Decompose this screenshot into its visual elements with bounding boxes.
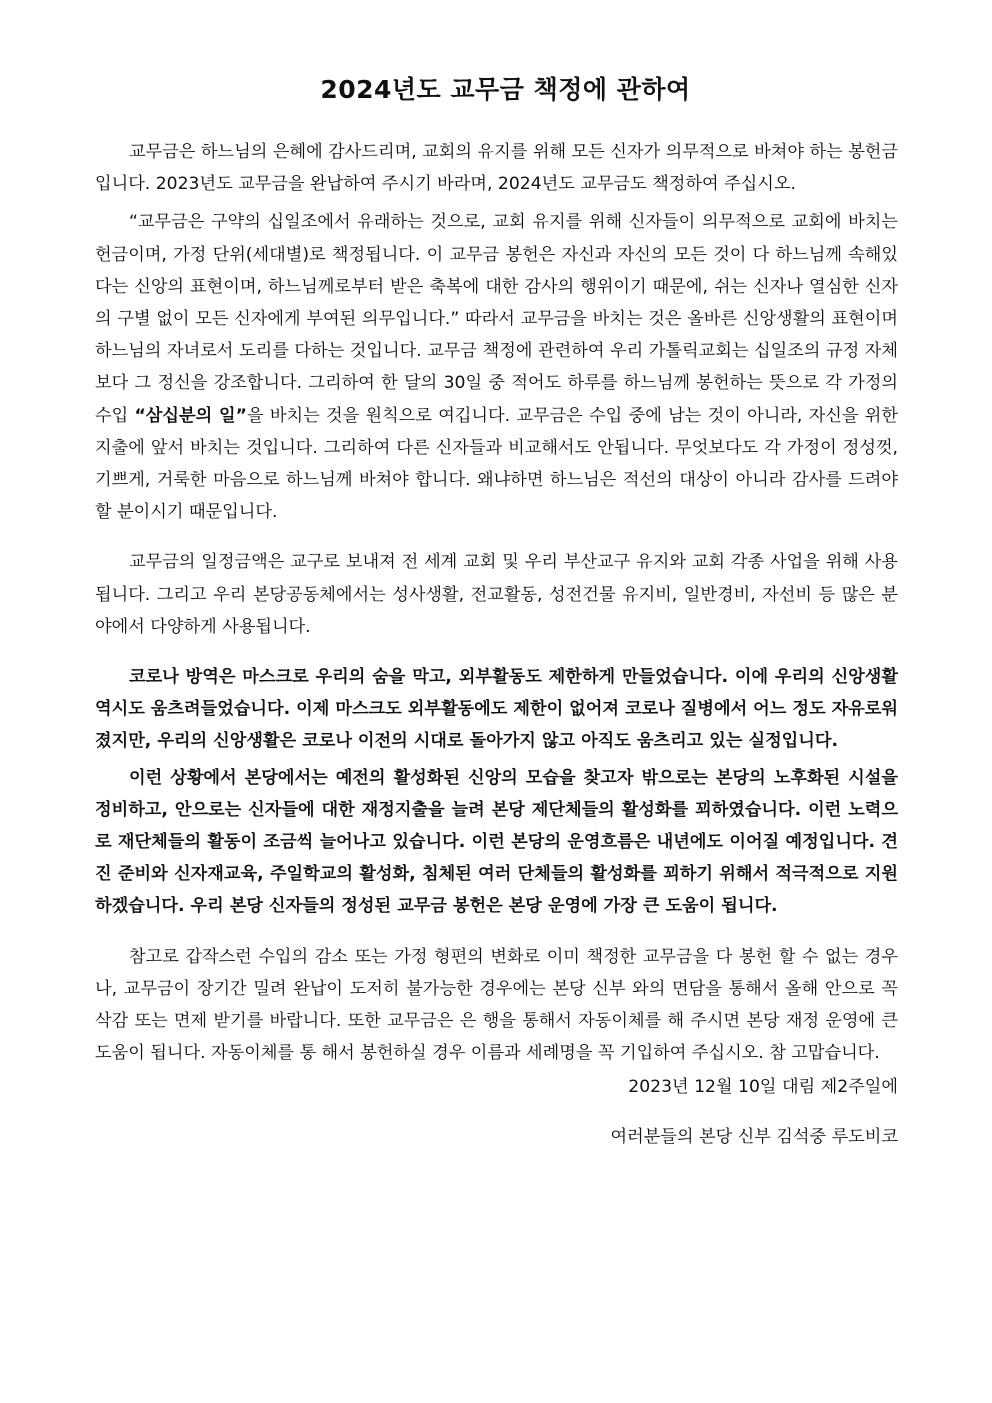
paragraph-intro: 교무금은 하느님의 은혜에 감사드리며, 교회의 유지를 위해 모든 신자가 의무적으로 바쳐야 하는 봉헌금입니다. 2023년도 교무금을 완납하여 주시기 바라며, 2024년도 교무금도 책정하여 주십시오. [95, 142, 898, 195]
paragraph-definition-text-2: 을 바치는 것을 원칙으로 여깁니다. 교무금은 수입 중에 남는 것이 아니라, 자신을 위한 지출에 앞서 바치는 것입니다. 그리하여 다른 신자들과 비교해서도 안됩니다. 무엇보다도 각 가정이 정성껏, 기쁘게, 거룩한 마음으로 하느님께 바쳐야 합니다. 왜냐하면 하느님은 적선의 대상이 아니라 감사를 드려야 할 분이시기 때문입니다. [95, 405, 899, 523]
paragraph-parish-plans: 이런 상황에서 본당에서는 예전의 활성화된 신앙의 모습을 찾고자 밖으로는 본당의 노후화된 시설을 정비하고, 안으로는 신자들에 대한 재정지출을 늘려 본당 제단체들의 활성화를 꾀하였습니다. 이런 노력으로 재단체들의 활동이 조금씩 늘어나고 있습니다. 이런 본당의 운영흐름은 내년에도 이어질 예정입니다. 견진 준비와 신자재교육, 주일학교의 활성화, 침체된 여러 단체들의 활성화를 꾀하기 위해서 적극적으로 지원하겠습니다. 우리 본당 신자들의 정성된 교무금 봉헌은 본당 운영에 가장 큰 도움이 됩니다. [95, 767, 898, 917]
document-title: 2024년도 교무금 책정에 관하여 [320, 75, 691, 104]
signature-date: 2023년 12월 10일 대림 제2주일에 [628, 1077, 898, 1098]
document-page [95, 70, 898, 1153]
spacer [95, 643, 898, 661]
emphasis-one-thirtieth: “삼십분의 일” [134, 405, 247, 426]
paragraph-definition [95, 206, 898, 528]
paragraph-definition-text-1: “교무금은 구약의 십일조에서 유래하는 것으로, 교회 유지를 위해 신자들이 의무적으로 교회에 바치는 헌금이며, 가정 단위(세대별)로 책정됩니다. 이 교무금 봉헌은 자신과 자신의 모든 것이 다 하느님께 속해있다는 신앙의 표현이며, 하느님께로부터 받은 축복에 대한 감사의 행위이기 때문에, 쉬는 신자나 열심한 신자의 구별 없이 모든 신자에게 부여된 의무입니다.” 따라서 교무금을 바치는 것은 올바른 신앙생활의 표현이며 하느님의 자녀로서 도리를 다하는 것입니다. 교무금 책정에 관련하여 우리 가톨릭교회는 십일조의 규정 자체보다 그 정신을 강조합니다. 그리하여 한 달의 30일 중 적어도 하루를 하느님께 봉헌하는 뜻으로 각 가정의 수입 [95, 212, 898, 426]
paragraph-covid: 코로나 방역은 마스크로 우리의 숨을 막고, 외부활동도 제한하게 만들었습니다. 이에 우리의 신앙생활 역시도 움츠려들었습니다. 이제 마스크도 외부활동에도 제한이 없어져 코로나 질병에서 어느 정도 자유로워졌지만, 우리의 신앙생활은 코로나 이전의 시대로 돌아가지 않고 아직도 움츠리고 있는 실정입니다. [95, 667, 898, 752]
spacer [95, 528, 898, 546]
paragraph-reference: 참고로 갑작스런 수입의 감소 또는 가정 형편의 변화로 이미 책정한 교무금을 다 봉헌 할 수 없는 경우나, 교무금이 장기간 밀려 완납이 도저히 불가능한 경우에는 본당 신부 와의 면담을 통해서 올해 안으로 꼭 삭감 또는 면제 받기를 바랍니다. 또한 교무금은 은 행을 통해서 자동이체를 해 주시면 본당 재정 운영에 큰 도움이 됩니다. 자동이체를 통 해서 봉헌하실 경우 이름과 세례명을 꼭 기입하여 주십시오. 참 고맙습니다. [95, 946, 898, 1064]
spacer [95, 923, 898, 941]
signature-author: 여러분들의 본당 신부 김석중 루도비코 [610, 1127, 898, 1148]
paragraph-usage: 교무금의 일정금액은 교구로 보내져 전 세계 교회 및 우리 부산교구 유지와 교회 각종 사업을 위해 사용됩니다. 그리고 우리 본당공동체에서는 성사생활, 전교활동, 성전건물 유지비, 일반경비, 자선비 등 많은 분야에서 다양하게 사용됩니다. [95, 552, 898, 637]
